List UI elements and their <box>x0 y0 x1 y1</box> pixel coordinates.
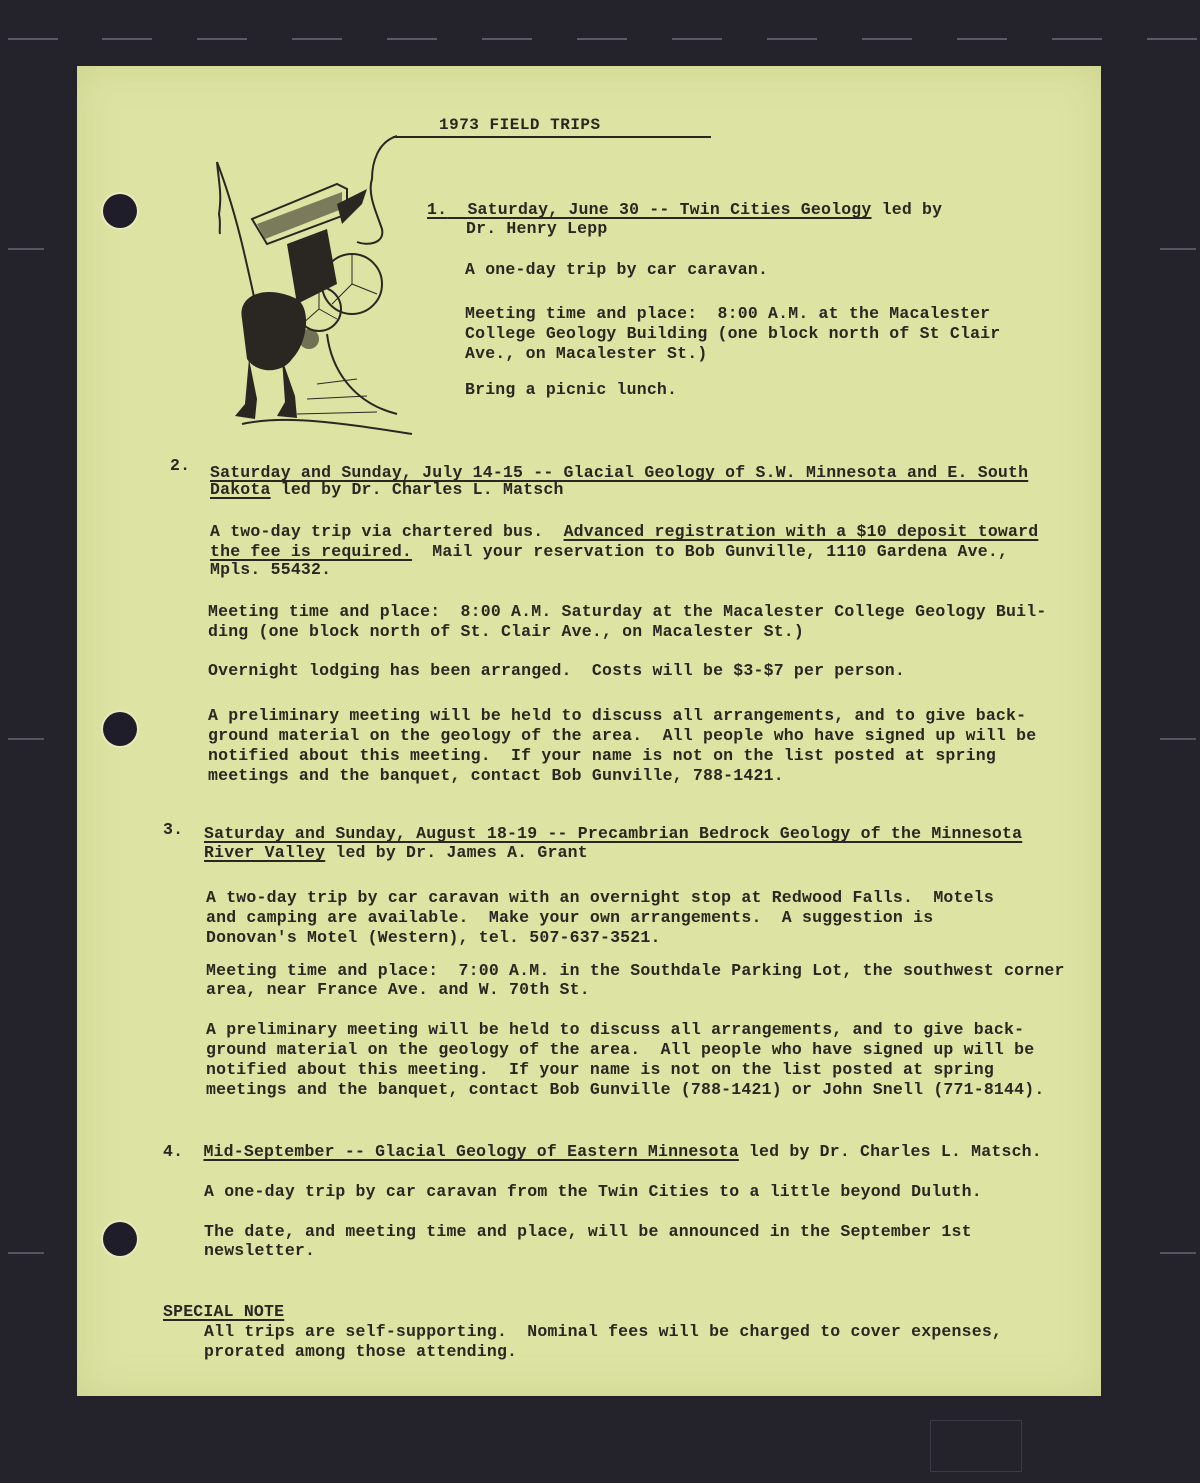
trip-2-registration-line-2 <box>210 542 1008 562</box>
trip-3-title: Saturday and Sunday, August 18-19 -- Precambrian Bedrock Geology of the Minnesota <box>204 824 1023 843</box>
punch-hole-top <box>103 194 137 228</box>
trip-1-title: Saturday, June 30 -- Twin Cities Geology <box>467 200 872 219</box>
trip-3-prelim-line-3: notified about this meeting. If your name is not on the list posted at spring <box>206 1060 994 1079</box>
trip-4-number: 4. <box>163 1142 184 1161</box>
trip-2-mail-instructions: Mail your reservation to Bob Gunville, 1110 Gardena Ave., <box>412 542 1009 561</box>
trip-3-desc-line-2: and camping are available. Make your own arrangements. A suggestion is <box>206 908 934 927</box>
trip-4-title: Mid-September -- Glacial Geology of Eastern Minnesota <box>203 1142 739 1161</box>
trip-2-lodging: Overnight lodging has been arranged. Costs will be $3-$7 per person. <box>208 661 906 680</box>
special-note-line-1: All trips are self-supporting. Nominal fees will be charged to cover expenses, <box>204 1322 1003 1341</box>
trip-1-lunch-note: Bring a picnic lunch. <box>465 380 678 399</box>
trip-2-title: Saturday and Sunday, July 14-15 -- Glacial Geology of S.W. Minnesota and E. South <box>210 463 1029 482</box>
trip-1-heading <box>427 200 942 220</box>
trip-1-leader: Dr. Henry Lepp <box>466 219 608 238</box>
trip-2-prelim-line-3: notified about this meeting. If your name is not on the list posted at spring <box>208 746 996 765</box>
trip-2-leader <box>210 480 564 500</box>
punch-hole-bottom <box>103 1222 137 1256</box>
trip-2-prelim-line-2: ground material on the geology of the area. All people who have signed up will be <box>208 726 1037 745</box>
trip-3-number: 3. <box>163 820 184 839</box>
trip-2-registration-line-1 <box>210 522 1038 542</box>
trip-2-intro: A two-day trip via chartered bus. <box>210 522 564 541</box>
trip-1-number: 1. <box>427 200 448 219</box>
trip-3-prelim-line-2: ground material on the geology of the area. All people who have signed up will be <box>206 1040 1035 1059</box>
trip-3-led-by: led by Dr. James A. Grant <box>325 843 588 862</box>
special-note-heading: SPECIAL NOTE <box>163 1302 285 1321</box>
trip-4-date-line-1: The date, and meeting time and place, will be announced in the September 1st <box>204 1222 972 1241</box>
horse-buggy-illustration <box>197 134 417 444</box>
punch-hole-middle <box>103 712 137 746</box>
trip-1-meeting-line-1: Meeting time and place: 8:00 A.M. at the Macalester <box>465 304 991 323</box>
trip-3-prelim-line-1: A preliminary meeting will be held to discuss all arrangements, and to give back- <box>206 1020 1025 1039</box>
trip-2-registration-requirement: Advanced registration with a $10 deposit toward <box>563 522 1039 541</box>
trip-3-desc-line-1: A two-day trip by car caravan with an overnight stop at Redwood Falls. Motels <box>206 888 994 907</box>
trip-4-description: A one-day trip by car caravan from the Twin Cities to a little beyond Duluth. <box>204 1182 982 1201</box>
trip-3-title-cont: River Valley <box>204 843 326 862</box>
trip-2-meeting-line-2: ding (one block north of St. Clair Ave., on Macalester St.) <box>208 622 804 641</box>
document-title: 1973 FIELD TRIPS <box>439 116 601 134</box>
trip-3-prelim-line-4: meetings and the banquet, contact Bob Gunville (788-1421) or John Snell (771-8144). <box>206 1080 1045 1099</box>
trip-2-registration-line-3: Mpls. 55432. <box>210 560 332 579</box>
trip-3-desc-line-3: Donovan's Motel (Western), tel. 507-637-3521. <box>206 928 661 947</box>
trip-3-meeting-line-2: area, near France Ave. and W. 70th St. <box>206 980 590 999</box>
trip-4-led-by: led by Dr. Charles L. Matsch. <box>738 1142 1042 1161</box>
scanner-ruler-marks <box>0 38 1200 42</box>
trip-1-description: A one-day trip by car caravan. <box>465 260 769 279</box>
trip-2-title-cont: Dakota <box>210 480 271 499</box>
special-note-line-2: prorated among those attending. <box>204 1342 518 1361</box>
trip-1-meeting-line-2: College Geology Building (one block north of St Clair <box>465 324 1001 343</box>
trip-2-prelim-line-1: A preliminary meeting will be held to discuss all arrangements, and to give back- <box>208 706 1027 725</box>
trip-3-leader <box>204 843 588 863</box>
title-underline <box>393 136 711 138</box>
trip-3-meeting-line-1: Meeting time and place: 7:00 A.M. in the Southdale Parking Lot, the southwest corner <box>206 961 1065 980</box>
trip-4-heading <box>163 1142 1042 1162</box>
trip-4-date-line-2: newsletter. <box>204 1241 316 1260</box>
trip-2-registration-requirement-cont: the fee is required. <box>210 542 413 561</box>
trip-1-led-by: led by <box>871 200 943 219</box>
trip-1-meeting-line-3: Ave., on Macalester St.) <box>465 344 708 363</box>
trip-2-led-by: led by Dr. Charles L. Matsch <box>270 480 564 499</box>
trip-2-number: 2. <box>170 456 191 475</box>
scanner-target-mark <box>930 1420 1022 1472</box>
trip-2-prelim-line-4: meetings and the banquet, contact Bob Gunville, 788-1421. <box>208 766 784 785</box>
trip-2-meeting-line-1: Meeting time and place: 8:00 A.M. Saturday at the Macalester College Geology Buil- <box>208 602 1047 621</box>
document-page <box>77 66 1101 1396</box>
